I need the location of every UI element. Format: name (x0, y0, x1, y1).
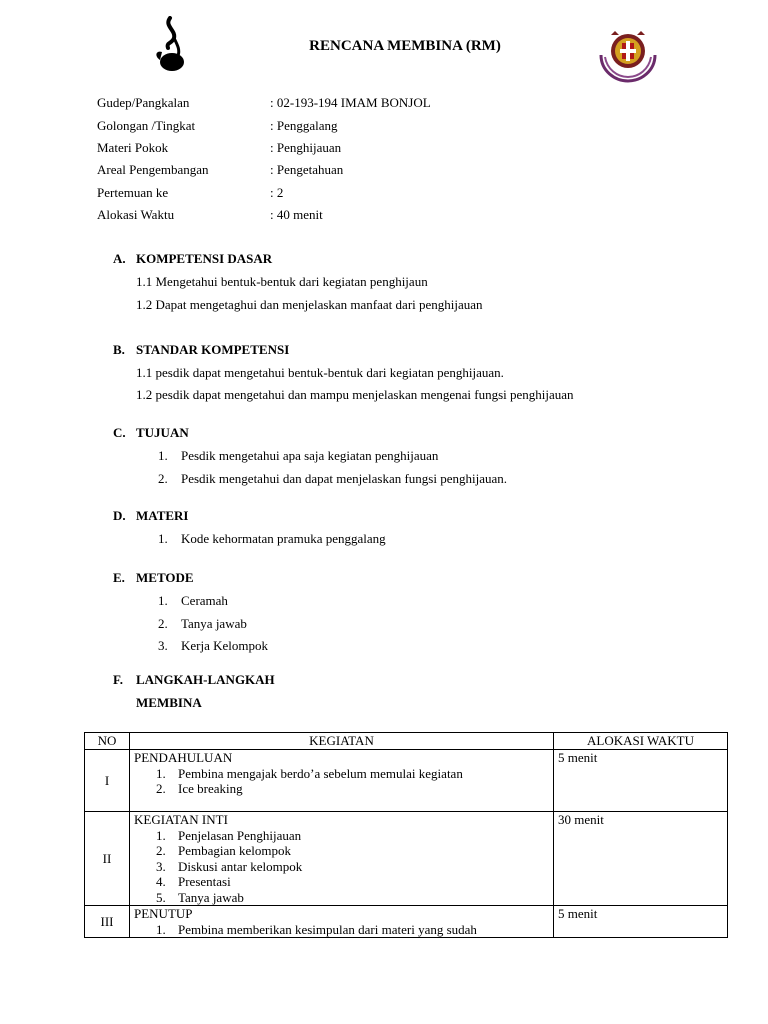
info-label: Gudep/Pangkalan (97, 95, 190, 110)
list-item (134, 766, 549, 782)
list-text: Kode kehormatan pramuka penggalang (181, 531, 386, 546)
row-heading: KEGIATAN INTI (134, 812, 228, 827)
list-text: Pembagian kelompok (178, 843, 292, 858)
list-item (134, 859, 549, 875)
row-kegiatan (130, 812, 554, 906)
list-text: Diskusi antar kelompok (178, 858, 303, 874)
list-text: Ceramah (181, 593, 228, 608)
list-item (134, 781, 549, 797)
section-a-title: KOMPETENSI DASAR (136, 251, 273, 266)
list-number: 2. (158, 471, 168, 486)
section-d-letter: D. (113, 508, 126, 523)
row-heading: PENUTUP (134, 906, 193, 921)
list-text: Tanya jawab (181, 616, 247, 631)
row-no: I (85, 750, 130, 812)
row-alokasi: 5 menit (554, 750, 728, 812)
header-alokasi: ALOKASI WAKTU (554, 733, 728, 750)
list-number: 1. (158, 593, 168, 608)
list-item (158, 616, 247, 632)
list-item (158, 593, 228, 609)
section-c-letter: C. (113, 425, 126, 440)
list-item (134, 890, 549, 906)
page-title: RENCANA MEMBINA (RM) (309, 38, 501, 54)
section-b-letter: B. (113, 342, 125, 357)
section-d-title: MATERI (136, 508, 189, 523)
row-items (134, 922, 549, 938)
list-text: Kerja Kelompok (181, 638, 269, 653)
row-items (134, 766, 549, 797)
table-row (85, 750, 728, 812)
list-text: Pembina memberikan kesimpulan dari materi yang sudah (178, 921, 477, 937)
table-row (85, 812, 728, 906)
info-value: : Penggalang (270, 118, 338, 133)
list-text: Pembina mengajak berdo’a sebelum memulai kegiatan (178, 765, 463, 781)
list-number: 4. (156, 874, 166, 889)
list-number: 1. (158, 448, 168, 463)
header-no: NO (85, 733, 130, 750)
list-item (134, 874, 549, 890)
info-value: : 40 menit (270, 207, 323, 222)
list-number: 2. (156, 781, 166, 796)
row-no: III (85, 906, 130, 938)
info-label: Areal Pengembangan (97, 162, 209, 177)
list-text: Ice breaking (178, 781, 243, 796)
kegiatan-table (84, 732, 728, 938)
section-b-line: 1.2 pesdik dapat mengetahui dan mampu menjelaskan mengenai fungsi penghijauan (136, 387, 574, 402)
list-item (134, 922, 549, 938)
list-item (134, 843, 549, 859)
info-value: : Penghijauan (270, 140, 342, 155)
table-header-row (85, 733, 728, 750)
row-alokasi: 30 menit (554, 812, 728, 906)
info-label: Pertemuan ke (97, 185, 169, 200)
list-text: Presentasi (178, 874, 231, 889)
list-number: 1. (156, 827, 166, 843)
section-f-letter: F. (113, 672, 123, 687)
list-item (158, 531, 386, 547)
section-c-title: TUJUAN (136, 425, 189, 440)
list-item (158, 638, 268, 654)
list-item (134, 828, 549, 844)
list-text: Tanya jawab (178, 889, 244, 905)
info-label: Golongan /Tingkat (97, 118, 196, 133)
list-item (158, 471, 507, 487)
section-b-title: STANDAR KOMPETENSI (136, 342, 290, 357)
list-number: 2. (158, 616, 168, 631)
scout-emblem-logo (597, 27, 659, 87)
list-text: Pesdik mengetahui apa saja kegiatan penghijauan (181, 448, 439, 463)
row-kegiatan (130, 750, 554, 812)
row-no: II (85, 812, 130, 906)
table-row (85, 906, 728, 938)
section-f-title: LANGKAH-LANGKAH (136, 672, 275, 687)
list-number: 1. (156, 921, 166, 937)
section-e-title: METODE (136, 570, 194, 585)
list-number: 3. (158, 638, 168, 653)
row-alokasi: 5 menit (554, 906, 728, 938)
row-items (134, 828, 549, 906)
section-e-letter: E. (113, 570, 125, 585)
info-value: : 2 (270, 185, 284, 200)
list-number: 1. (156, 765, 166, 781)
section-a-letter: A. (113, 251, 126, 266)
section-a-line: 1.2 Dapat mengetaghui dan menjelaskan manfaat dari penghijauan (136, 297, 483, 312)
row-kegiatan (130, 906, 554, 938)
list-text: Pesdik mengetahui dan dapat menjelaskan fungsi penghijauan. (181, 471, 507, 486)
section-f-title-cont: MEMBINA (136, 695, 202, 710)
list-text: Penjelasan Penghijauan (178, 827, 302, 843)
list-number: 2. (156, 843, 166, 858)
info-value: : Pengetahuan (270, 162, 344, 177)
info-label: Alokasi Waktu (97, 207, 175, 222)
section-b-line: 1.1 pesdik dapat mengetahui bentuk-bentuk dari kegiatan penghijauan. (136, 365, 504, 380)
list-number: 5. (156, 889, 166, 905)
header-kegiatan: KEGIATAN (130, 733, 554, 750)
info-label: Materi Pokok (97, 140, 169, 155)
row-heading: PENDAHULUAN (134, 750, 233, 765)
list-number: 3. (156, 858, 166, 874)
list-number: 1. (158, 531, 168, 546)
section-a-line: 1.1 Mengetahui bentuk-bentuk dari kegiatan penghijaun (136, 274, 428, 289)
list-item (158, 448, 438, 464)
info-value: : 02-193-194 IMAM BONJOL (270, 95, 431, 110)
